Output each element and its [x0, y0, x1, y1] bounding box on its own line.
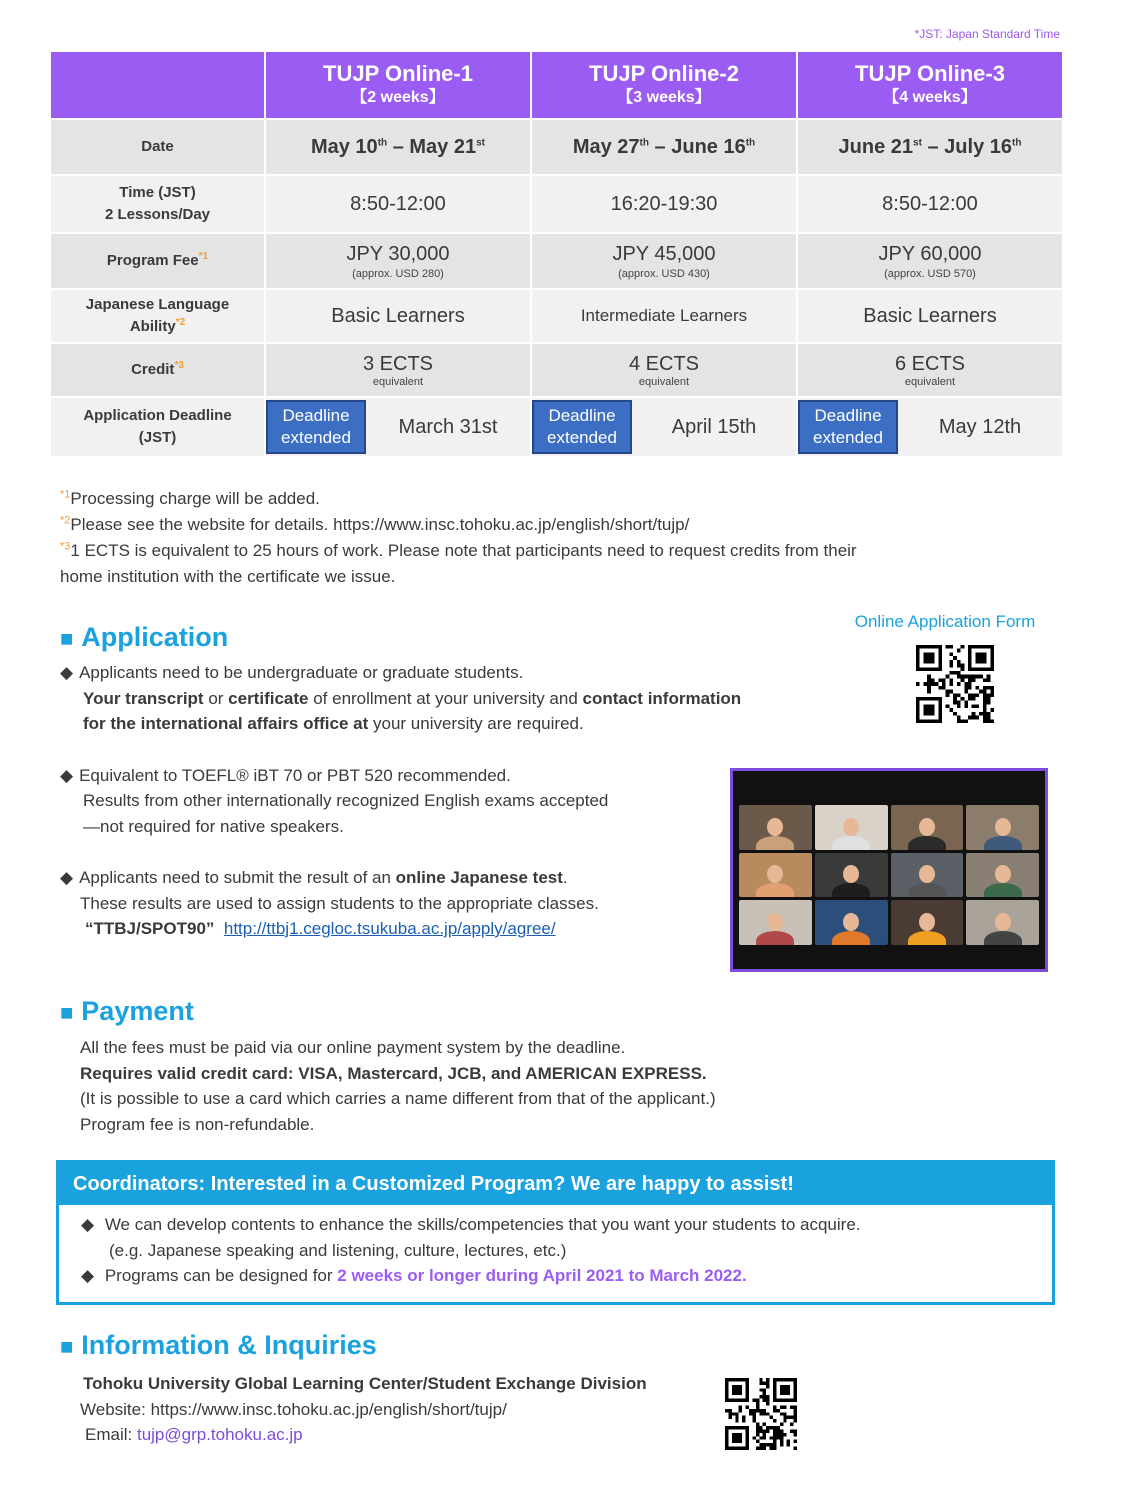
program-header-1: TUJP Online-1 【2 weeks】	[265, 51, 531, 119]
participant-tile	[815, 900, 888, 945]
application-heading: ■ Application	[60, 622, 229, 652]
deadline-cell-1	[265, 397, 531, 457]
deadline-label: Application Deadline (JST)	[50, 397, 265, 457]
ability-row	[50, 289, 1063, 343]
deadline-extended-badge: Deadline extended	[798, 400, 898, 454]
credit-value-2: 4 ECTS equivalent	[531, 343, 797, 397]
fee-row	[50, 233, 1063, 289]
time-value-2: 16:20-19:30	[531, 175, 797, 233]
deadline-cell-3	[797, 397, 1063, 457]
application-item-3: ◆ Applicants need to submit the result of an online Japanese test. These results are used to assign students to the appropriate classes. “TTBJ/SPOT90” http://ttbj1.cegloc.tsukuba.ac.jp/apply/agree/	[60, 868, 599, 938]
participant-tile	[739, 900, 812, 945]
participant-body	[984, 883, 1022, 897]
participant-face	[919, 818, 935, 836]
payment-heading: ■ Payment	[60, 996, 194, 1026]
date-row	[50, 119, 1063, 175]
fee-value-2: JPY 45,000 (approx. USD 430)	[531, 233, 797, 289]
credit-label: Credit$^{*3}$	[50, 343, 265, 397]
participant-tile	[891, 805, 964, 850]
time-value-3: 8:50-12:00	[797, 175, 1063, 233]
credit-value-3: 6 ECTS equivalent	[797, 343, 1063, 397]
application-qr-code[interactable]	[916, 645, 994, 723]
time-label: Time (JST) 2 Lessons/Day	[50, 175, 265, 233]
diamond-bullet-icon: ◆	[60, 663, 74, 682]
participant-body	[756, 931, 794, 945]
deadline-cell-2	[531, 397, 797, 457]
participant-tile	[739, 853, 812, 898]
participant-face	[843, 913, 859, 931]
credit-value-1: 3 ECTS equivalent	[265, 343, 531, 397]
ability-value-3: Basic Learners	[797, 289, 1063, 343]
fee-label: Program Fee$^{*1}$	[50, 233, 265, 289]
test-link[interactable]: http://ttbj1.cegloc.tsukuba.ac.jp/apply/agree/	[223, 919, 556, 938]
participant-face	[767, 865, 783, 883]
diamond-bullet-icon: ◆	[60, 868, 74, 887]
square-marker-icon: ■	[60, 626, 74, 651]
website-link[interactable]: https://www.insc.tohoku.ac.jp/english/short/tujp/	[150, 1399, 507, 1419]
participant-face	[995, 865, 1011, 883]
program-header-2: TUJP Online-2 【3 weeks】	[531, 51, 797, 119]
info-heading: ■ Information & Inquiries	[60, 1330, 377, 1360]
participant-body	[908, 836, 946, 850]
participant-body	[908, 931, 946, 945]
ability-label: Japanese Language Ability$^{*2}$	[50, 289, 265, 343]
date-value-1: May 10th – May 21st	[265, 119, 531, 175]
participant-body	[756, 836, 794, 850]
info-email: Email: tujp@grp.tohoku.ac.jp	[85, 1425, 303, 1444]
ability-value-2: Intermediate Learners	[531, 289, 797, 343]
payment-text: All the fees must be paid via our online payment system by the deadline. Requires valid credit card: VISA, Mastercard, JCB, and AMERICAN EXPRESS. (It is possible to use a card which carries a name different from that of the applicant.) Program fee is non-refundable.	[80, 1038, 716, 1134]
participant-body	[908, 883, 946, 897]
footnotes	[60, 486, 1020, 590]
info-website: Website: https://www.insc.tohoku.ac.jp/english/short/tujp/	[80, 1399, 507, 1419]
participant-tile	[966, 900, 1039, 945]
square-marker-icon: ■	[60, 1000, 74, 1025]
participant-face	[767, 913, 783, 931]
footnote-3-cont: home institution with the certificate we issue.	[60, 567, 396, 586]
footnote-3: $^{*3}$1 ECTS is equivalent to 25 hours of work. Please note that participants need to request credits from their	[60, 540, 857, 560]
participant-tile	[815, 805, 888, 850]
fee-value-3: JPY 60,000 (approx. USD 570)	[797, 233, 1063, 289]
time-row	[50, 175, 1063, 233]
participant-tile	[815, 853, 888, 898]
header-blank	[50, 51, 265, 119]
qr-label: Online Application Form	[854, 612, 1036, 631]
participant-tile	[966, 853, 1039, 898]
diamond-bullet-icon: ◆	[81, 1215, 95, 1234]
participant-face	[919, 865, 935, 883]
footnote-1: $^{*1}$Processing charge will be added.	[60, 488, 320, 508]
participant-face	[995, 818, 1011, 836]
participant-body	[832, 836, 870, 850]
deadline-date-1: March 31st	[398, 415, 498, 438]
date-label: Date	[50, 119, 265, 175]
time-value-1: 8:50-12:00	[265, 175, 531, 233]
test-name: “TTBJ/SPOT90”	[85, 919, 215, 938]
info-qr-code[interactable]	[725, 1378, 797, 1450]
deadline-row	[50, 397, 1063, 457]
info-text	[80, 1371, 720, 1448]
participant-face	[843, 818, 859, 836]
participant-body	[832, 931, 870, 945]
square-marker-icon: ■	[60, 1334, 74, 1359]
participant-face	[843, 865, 859, 883]
date-value-3: June 21st – July 16th	[797, 119, 1063, 175]
participant-face	[767, 818, 783, 836]
program-header-row	[50, 51, 1063, 119]
diamond-bullet-icon: ◆	[81, 1266, 95, 1285]
jst-note: *JST: Japan Standard Time	[914, 27, 1060, 41]
schedule-table	[49, 50, 1064, 458]
participant-tile	[891, 900, 964, 945]
participant-tile	[891, 853, 964, 898]
application-item-2: ◆ Equivalent to TOEFL® iBT 70 or PBT 520 recommended. Results from other internationally recognized English exams accepted —not required for native speakers.	[60, 765, 609, 836]
deadline-date-2: April 15th	[671, 415, 757, 438]
coordinators-heading: Coordinators: Interested in a Customized Program? We are happy to assist!	[59, 1163, 1052, 1205]
participant-face	[919, 913, 935, 931]
coordinators-list: ◆ We can develop contents to enhance the skills/competencies that you want your students to acquire. (e.g. Japanese speaking and listening, culture, lectures, etc.) ◆ Programs can be designed for 2 weeks or longer during April 2021 to March 2022.	[81, 1215, 861, 1285]
diamond-bullet-icon: ◆	[60, 765, 74, 785]
email-link[interactable]: tujp@grp.tohoku.ac.jp	[136, 1425, 303, 1444]
ability-value-1: Basic Learners	[265, 289, 531, 343]
credit-row	[50, 343, 1063, 397]
deadline-extended-badge: Deadline extended	[266, 400, 366, 454]
deadline-date-3: May 12th	[938, 415, 1022, 438]
participant-tile	[966, 805, 1039, 850]
participant-body	[984, 836, 1022, 850]
footnote-2: $^{*2}$Please see the website for details. https://www.insc.tohoku.ac.jp/english/short/tujp/	[60, 514, 690, 534]
info-org: Tohoku University Global Learning Center/Student Exchange Division	[83, 1374, 647, 1393]
coordinators-box	[56, 1160, 1055, 1305]
application-item-1: ◆ Applicants need to be undergraduate or graduate students. Your transcript or certificate of enrollment at your university and contact information for the international affairs office at your university are required.	[60, 663, 742, 733]
participant-face	[995, 913, 1011, 931]
online-class-photo	[730, 768, 1048, 972]
participant-body	[832, 883, 870, 897]
program-header-3: TUJP Online-3 【4 weeks】	[797, 51, 1063, 119]
participant-body	[756, 883, 794, 897]
participant-tile	[739, 805, 812, 850]
deadline-extended-badge: Deadline extended	[532, 400, 632, 454]
participant-body	[984, 931, 1022, 945]
fee-value-1: JPY 30,000 (approx. USD 280)	[265, 233, 531, 289]
date-value-2: May 27th – June 16th	[531, 119, 797, 175]
